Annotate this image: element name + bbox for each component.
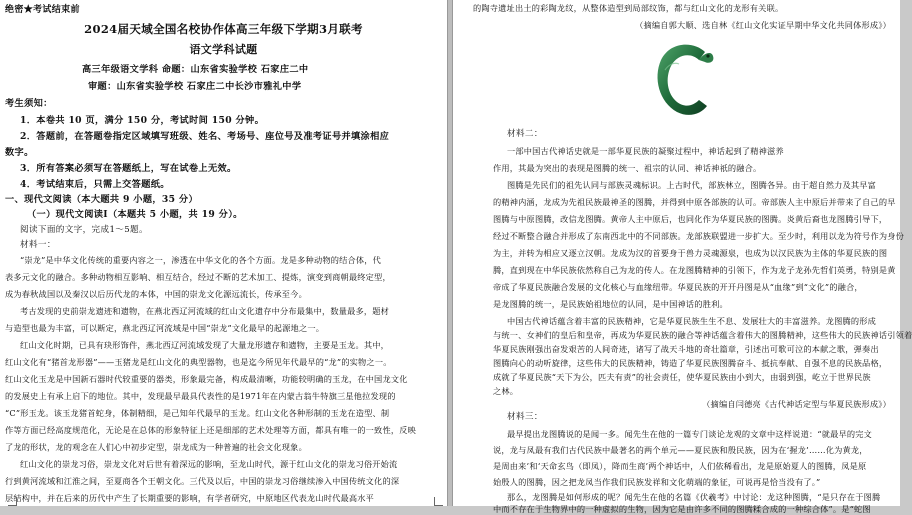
paragraph-line: 图腾向心的动听旋律，这些伟大的民族精神，铸造了华夏民族图腾奋斗、抵抗奉献、自强不息的民族品格， (493, 358, 888, 368)
paragraph-line: 层结构中，并在后来的历代中产生了长期重要的影响，有学者研究，中原地区代表龙山时代最高水平 (5, 493, 375, 503)
paragraph-line: 与造型也最为丰富，可以断定，燕北西辽河流域是中国“崇龙”文化最早的起源地之一。 (5, 323, 325, 333)
paragraph-line: 图腾与中原图腾，改信龙图腾。黄帝人主中原后，也同化作为华夏民族的图腾。炎黄后裔也龙图腾引导下， (493, 214, 888, 224)
source-citation-1: （摘编自郭大顺、选自林《红山文化实证早期中华文化共同体形成》） (635, 20, 891, 30)
paragraph-line: 表多元文化的融合。多种动物相互影响、相互结合，经过不断的艺术加工、提炼，演变到商朝最终定型， (5, 272, 391, 282)
reading-instruction: 阅读下面的文字，完成1～5题。 (20, 225, 148, 235)
secret-label: 绝密★考试结束前 (5, 5, 80, 15)
paragraph-line: 是周由来’和‘天命玄鸟（即凤），降而生商’两个神话中，人们依稀看出，龙是原始夏人的图腾，凤是原 (493, 461, 867, 471)
paragraph-line: 那么，龙图腾是如何形成的呢？闻先生在他的名篇《伏羲考》中讨论：龙这种图腾，“是只存在于图腾 (507, 492, 881, 502)
paragraph-line: 的发展史上有承上启下的地位。其中，发现最早最具代表性的是1971年在内蒙古翁牛特旗三星他拉发现的 (5, 391, 396, 401)
paragraph-line: 中国古代神话蕴含着丰富的民族精神，它是华夏民族生生不息、发展壮大的丰富滋养。龙图腾的形成 (507, 316, 877, 326)
source-citation-2: （摘编自闫德亮《古代神话定型与华夏民族形成》） (702, 399, 891, 409)
paragraph-line: 始殷人的图腾，因之把龙凤当作我们民族发祥和文化萌端的象征，可说再是恰当没有了。” (493, 477, 821, 487)
paragraph-line: 红山文化时期，已具有玦形饰件，燕北西辽河流域发现了大量龙形遗存和遗物，主要是玉龙。其中， (20, 340, 390, 350)
paragraph-line: 红山文化的崇龙习俗，崇龙文化对后世有着深远的影响，至龙山时代，源于红山文化的崇龙习俗开始流 (20, 459, 398, 469)
paragraph-line: 与统一、女神们的皇后和皇帝，再成为华夏民族的融合等神话蕴含着伟大的图腾精神，这些伟大的民族神话引领着 (493, 330, 912, 340)
exam-title: 2024届天域全国名校协作体高三年级下学期3月联考 (84, 22, 363, 36)
paragraph-line: 作用，其最为突出的表现是图腾的统一、祖宗的认同、神话神祇的融合。 (493, 163, 762, 173)
notice-title: 考生须知： (5, 98, 53, 109)
notice-1: 1．本卷共 10 页，满分 150 分，考试时间 150 分钟。 (20, 115, 265, 126)
paragraph-line: 图腾是先民们的祖先认同与部族灵魂标识。上古时代，部族林立，图腾各异。由于超自然力及其早富 (507, 180, 877, 190)
left-page (0, 0, 447, 506)
paragraph-line: 作等方面已经高度规范化，无论是在总体的形象特征上还是细部的艺术处理等方面，都具有唯一的一致性，反映 (5, 425, 416, 435)
paragraph-line: 之林。 (493, 386, 519, 396)
paragraph-line: “崇龙”是中华文化传统的重要内容之一，渗透在中华文化的各个方面。龙是多种动物的结合体，代 (20, 255, 382, 265)
paragraph-line: “C”形玉龙。该玉龙猪首蛇身，体制精细，是己知年代最早的玉龙。红山文化各种形制的玉龙在造型、制 (5, 408, 390, 418)
paragraph-line: 行到黄河流域和江淮之间，至夏商各个王朝文化。三代及以后，中国的崇龙习俗继续渗入中国传统文化的深 (5, 476, 400, 486)
paragraph-line: 红山文化有“猪首龙形器”——玉猪龙是红山文化的典型器物，也是迄今所见年代最早的“龙”的实物之一。 (5, 357, 392, 367)
paragraph-line: 帝成了华夏民族融合发展的文化核心与血缘纽带。华夏民族的开开丹图是从“血缘”到“文化”的融合， (493, 282, 863, 292)
material-2-label: 材料二： (507, 129, 543, 139)
paragraph-line: 是龙图腾的统一，是民族始祖地位的认同，是中国神话的胜利。 (493, 299, 728, 309)
authors-line-2: 审题：山东省实验学校 石家庄二中长沙市雅礼中学 (88, 81, 302, 92)
notice-3: 3．所有答案必须写在答题纸上，写在试卷上无效。 (20, 163, 237, 174)
page-corner-mark (8, 497, 17, 506)
paragraph-line: 的陶寺遗址出土的彩陶龙纹，从整体造型到局部纹饰，都与红山文化的龙形有关联。 (473, 3, 784, 13)
right-page (453, 0, 912, 514)
paragraph-line: 说，龙与凤最有我们古代民族中最著名的两个单元——夏民族和殷民族，因为在‘握龙’……化为黄龙， (493, 445, 868, 455)
page-corner-mark (434, 497, 443, 506)
paragraph-line: 为主，并转为相应又逐立汉朝。龙成为汉的首要身于兽力灵魂源泉，也成为以汉民族为主体的华夏民族的图 (493, 248, 888, 258)
material-3-label: 材料三： (507, 412, 543, 422)
paragraph-line: 成就了华夏民族“天下为公，匹夫有责”的社会责任，使华夏民族由小到大，由弱到强，屹立于世界民族 (493, 372, 871, 382)
paragraph-line: 了龙的形状，龙的观念在人们心中初步定型，崇龙成为一种普遍的社会文化现象。 (5, 442, 307, 452)
paragraph-line: 成为春秋战国以及秦汉以后历代龙的本体，中国的崇龙文化源远流长，传承至今。 (5, 289, 307, 299)
paragraph-line: 腾，直到现在中华民族依然称自己为龙的传人。在龙图腾精神的引领下，作为龙子龙孙先哲们英勇，特别是黄 (493, 265, 896, 275)
paragraph-line: 的精神内涵，龙成为先祖民族最神圣的图腾，并得到中原各部族的认可。帝部族人主中原后并带来了自己的早 (493, 197, 896, 207)
paragraph-line: 红山文化玉龙是中国新石器时代较重要的器类，形象最完备，构成最清晰，功能较明确的玉龙，在中国龙文化 (5, 374, 408, 384)
paragraph-line: 一部中国古代神话史就是一部华夏民族的凝聚过程中，神话起到了精神滋养 (507, 146, 784, 156)
exam-subtitle: 语文学科试题 (189, 43, 258, 56)
paragraph-line: 考古发现的史前崇龙遗迹和遗物，在燕北西辽河流域的红山文化遗存中分布最集中，数量最多，题材 (20, 306, 390, 316)
paragraph-line: 最早提出龙图腾说的是闻一多。闻先生在他的一篇专门谈论龙观的文章中这样说道：“就最早的完文 (507, 429, 873, 439)
section-1a-heading: （一）现代文阅读Ⅰ（本题共 5 小题，共 19 分）。 (27, 209, 243, 220)
notice-2-cont: 数字。 (5, 147, 34, 158)
paragraph-line: 中而不存在于生物界中的一种虚拟的生物，因为它是由许多不同的图腾糅合成的一种综合体”。是“蛇图 (493, 504, 871, 514)
section-1-heading: 一、现代文阅读（本大题共 9 小题，35 分） (5, 194, 199, 205)
notice-4: 4．考试结束后，只需上交答题纸。 (20, 179, 170, 190)
authors-line-1: 高三年级语文学科 命题：山东省实验学校 石家庄二中 (82, 64, 309, 75)
material-1-label: 材料一： (20, 240, 56, 250)
paragraph-line: 经过不断整合融合并形成了东南西北中的不同部族。龙部族联盟进一步扩大。至少时，利用以龙为符号作为身份 (493, 231, 904, 241)
paragraph-line: 华夏民族刚强出奋发艰苦的人间奇迹，诸写了战天斗地的奇壮篇章，引述出可歌可泣的本献之歌，弹奏出 (493, 344, 879, 354)
jade-c-dragon-icon (653, 40, 715, 118)
notice-2: 2．答题前，在答题卷指定区域填写班级、姓名、考场号、座位号及准考证号并填涂相应 (20, 131, 390, 142)
